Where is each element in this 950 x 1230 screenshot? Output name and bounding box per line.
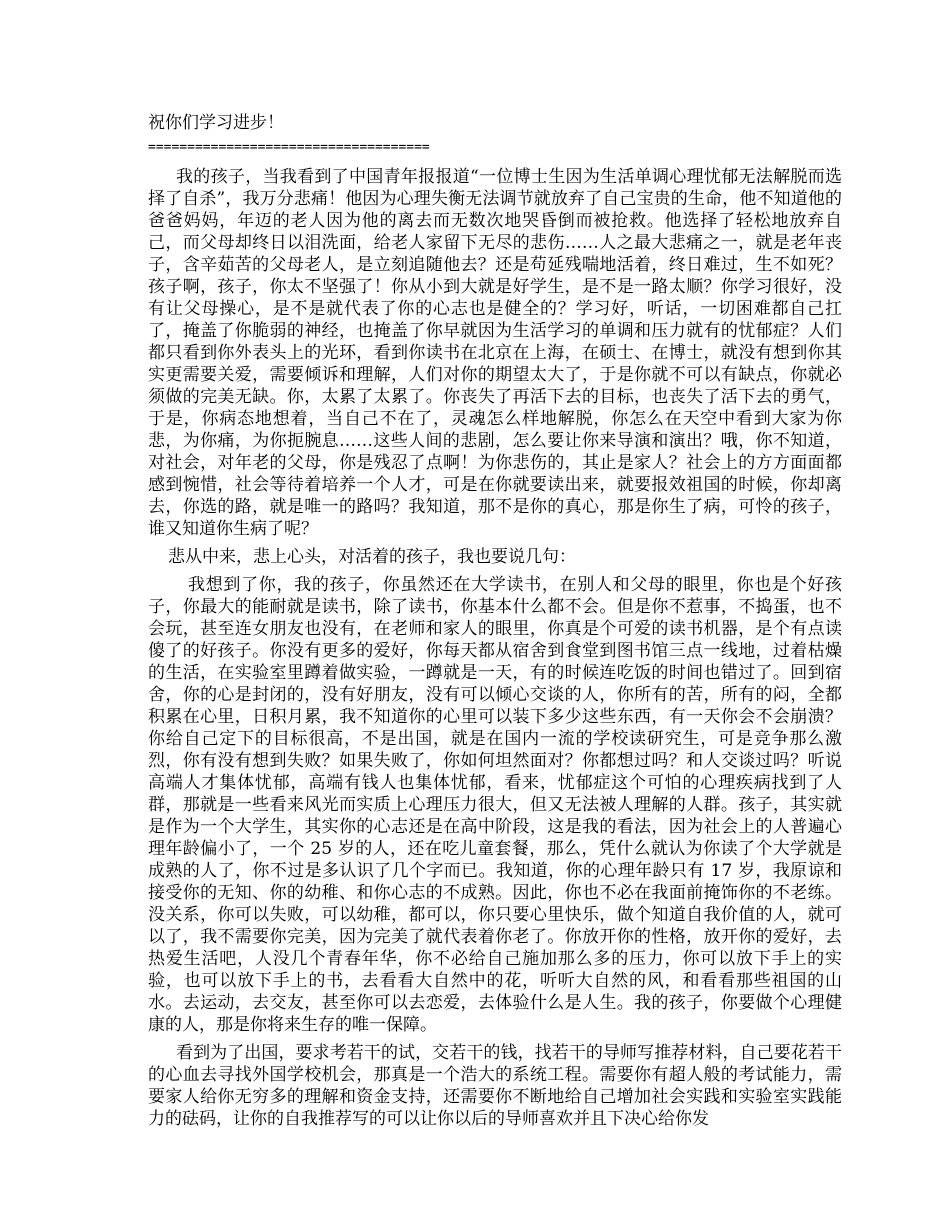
paragraph-3: 我想到了你，我的孩子，你虽然还在大学读书，在别人和父母的眼里，你也是个好孩子，你最大的能耐就是读书，除了读书，你基本什么都不会。但是你不惹事，不捣蛋，也不会玩，甚至连女朋友也没有，在老师和家人的眼里，你真是个可爱的读书机器，是个有点读傻了的好孩子。你没有更多的爱好，你每天都从宿舍到食堂到图书馆三点一线地，过着枯燥的生活，在实验室里蹲着做实验，一蹲就是一天，有的时候连吃饭的时间也错过了。回到宿舍，你的心是封闭的，没有好朋友，没有可以倾心交谈的人，你所有的苦，所有的闷，全都积累在心里，日积月累，我不知道你的心里可以装下多少这些东西，有一天你会不会崩溃？你给自己定下的目标很高，不是出国，就是在国内一流的学校读研究生，可是竞争那么激烈，你有没有想到失败？如果失败了，你如何坦然面对？你都想过吗？和人交谈过吗？听说高端人才集体忧郁，高端有钱人也集体忧郁，看来，忧郁症这个可怕的心理疾病找到了人群，那就是一些看来风光而实质上心理压力很大，但又无法被人理解的人群。孩子，其实就是作为一个大学生，其实你的心志还是在高中阶段，这是我的看法，因为社会上的人普遍心理年龄偏小了，一个 25 岁的人，还在吃儿童套餐，那么，凭什么就认为你读了个大学就是成熟的人了，你不过是多认识了几个字而已。我知道，你的心理年龄只有 17 岁，我原谅和接受你的无知、你的幼稚、和你心志的不成熟。因此，你也不必在我面前掩饰你的不老练。没关系，你可以失败，可以幼稚，都可以，你只要心里快乐，做个知道自我价值的人，就可以了，我不需要你完美，因为完美了就代表着你老了。你放开你的性格，放开你的爱好，去热爱生活吧，人没几个青春年华，你不必给自己施加那么多的压力，你可以放下手上的实验，也可以放下手上的书，去看看大自然中的花，听听大自然的风，和看看那些祖国的山水。去运动，去交友，甚至你可以去恋爱，去体验什么是人生。我的孩子，你要做个心理健康的人，那是你将来生存的唯一保障。 (148, 575, 842, 1035)
paragraph-2: 悲从中来，悲上心头，对活着的孩子，我也要说几句： (168, 547, 576, 567)
greeting-line: 祝你们学习进步！ (148, 113, 284, 133)
paragraph-4: 看到为了出国，要求考若干的试，交若干的钱，找若干的导师写推荐材料，自己要花若干的心血去寻找外国学校机会，那真是一个浩大的系统工程。需要你有超人般的考试能力，需要家人给你无穷多的理解和资金支持，还需要你不断地给自己增加社会实践和实验室实践能力的砝码，让你的自我推荐写的可以让你以后的导师喜欢并且下决心给你发 (148, 1043, 842, 1129)
document-body (148, 112, 842, 1130)
paragraph-1: 我的孩子，当我看到了中国青年报报道“一位博士生因为生活单调心理忧郁无法解脱而选择了自杀”，我万分悲痛！他因为心理失衡无法调节就放弃了自己宝贵的生命，他不知道他的爸爸妈妈，年迈的老人因为他的离去而无数次地哭昏倒而被抢救。他选择了轻松地放弃自己，而父母却终日以泪洗面，给老人家留下无尽的悲伤……人之最大悲痛之一，就是老年丧子，含辛茹苦的父母老人，是立刻追随他去？还是苟延残喘地活着，终日难过，生不如死？孩子啊，孩子，你太不坚强了！你从小到大就是好学生，是不是一路太顺？你学习很好，没有让父母操心，是不是就代表了你的心志也是健全的？学习好，听话，一切困难都自己扛了，掩盖了你脆弱的神经，也掩盖了你早就因为生活学习的单调和压力就有的忧郁症？人们都只看到你外表头上的光环，看到你读书在北京在上海，在硕士、在博士，就没有想到你其实更需要关爱，需要倾诉和理解，人们对你的期望太大了，于是你就不可以有缺点，你就必须做的完美无缺。你，太累了太累了。你丧失了再活下去的目标，也丧失了活下去的勇气，于是，你病态地想着，当自己不在了，灵魂怎么样地解脱，你怎么在天空中看到大家为你悲，为你痛，为你扼腕息……这些人间的悲剧，怎么要让你来导演和演出？哦，你不知道，对社会，对年老的父母，你是残忍了点啊！为你悲伤的，其止是家人？社会上的方方面面都感到惋惜，社会等待着培养一个人才，可是在你就要读出来，就要报效祖国的时候，你却离去，你选的路，就是唯一的路吗？我知道，那不是你的真心，那是你生了病，可怜的孩子，谁又知道你生病了呢？ (148, 167, 842, 539)
divider-line: ==================================== (148, 140, 430, 155)
